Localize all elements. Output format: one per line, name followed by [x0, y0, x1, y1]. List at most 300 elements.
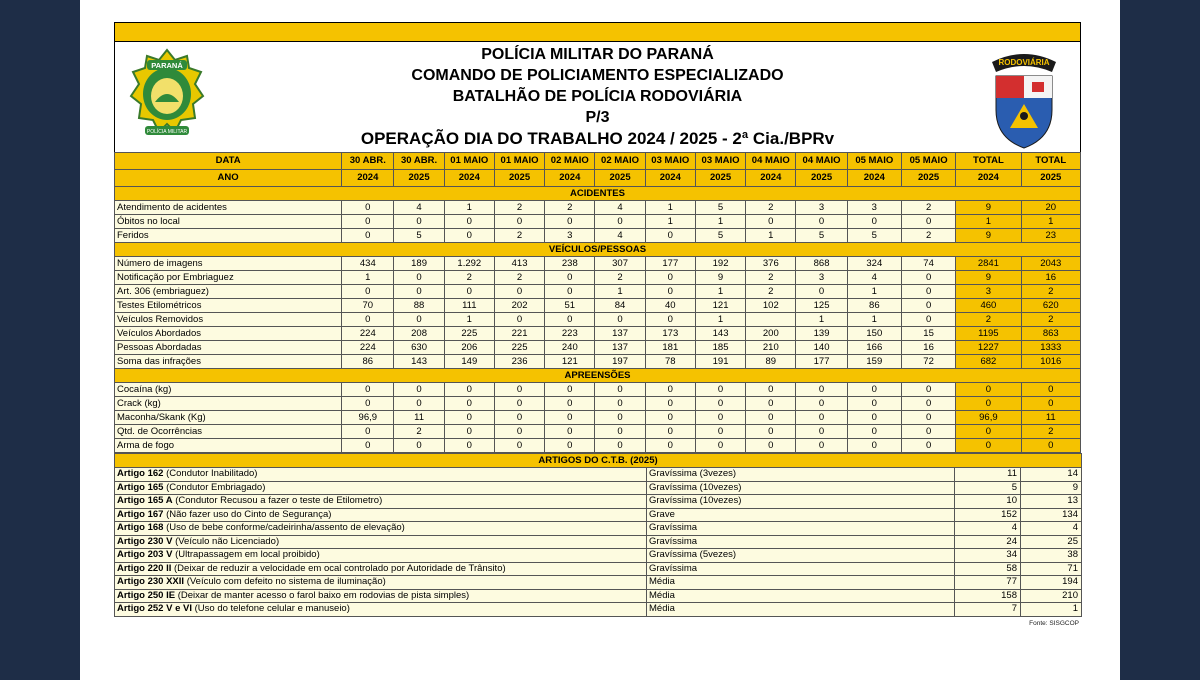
value-cell: 166 [847, 341, 901, 355]
table-row [115, 215, 1081, 229]
artigo-description: (Condutor Embriagado) [166, 481, 266, 493]
total-cell: 9 [956, 201, 1021, 215]
value-cell: 0 [595, 439, 645, 453]
artigo-description: (Uso de bebe conforme/cadeirinha/assento de elevação) [166, 522, 405, 534]
total-cell: 1333 [1021, 341, 1080, 355]
value-cell: 0 [545, 285, 595, 299]
value-cell: 0 [645, 439, 695, 453]
artigo-cell [115, 589, 647, 603]
total-cell: 2 [1021, 285, 1080, 299]
value-cell: 1 [444, 201, 494, 215]
value-cell: 0 [394, 271, 444, 285]
value-cell: 0 [901, 271, 955, 285]
total-cell: 2 [956, 313, 1021, 327]
artigo-2025-cell: 1 [1021, 603, 1082, 617]
value-cell: 0 [645, 271, 695, 285]
year-header-cell: 2025 [1021, 170, 1080, 187]
artigo-2024-cell: 58 [955, 562, 1021, 576]
artigo-description: (Não fazer uso do Cinto de Segurança) [166, 508, 332, 520]
artigo-2025-cell: 71 [1021, 562, 1082, 576]
year-header-cell: 2024 [545, 170, 595, 187]
value-cell: 0 [444, 439, 494, 453]
value-cell: 5 [695, 201, 745, 215]
value-cell: 2 [444, 271, 494, 285]
value-cell: 4 [595, 201, 645, 215]
value-cell: 206 [444, 341, 494, 355]
value-cell: 78 [645, 355, 695, 369]
value-cell: 208 [394, 327, 444, 341]
artigo-number: Artigo 162 [117, 468, 164, 480]
artigo-2025-cell: 4 [1021, 522, 1082, 536]
section-header-row [115, 369, 1081, 383]
date-header-cell: 03 MAIO [645, 153, 695, 170]
row-label: Testes Etilométricos [115, 299, 342, 313]
artigos-header-row [115, 454, 1082, 468]
total-cell: 96,9 [956, 411, 1021, 425]
artigo-number: Artigo 230 V [117, 535, 173, 547]
date-header-cell: 01 MAIO [494, 153, 544, 170]
value-cell: 1 [595, 285, 645, 299]
artigo-description: (Deixar de reduzir a velocidade em ocal controlado por Autoridade de Trânsito) [174, 562, 506, 574]
value-cell: 0 [901, 299, 955, 313]
value-cell: 0 [847, 425, 901, 439]
header-line-4: P/3 [585, 109, 610, 126]
value-cell: 0 [847, 215, 901, 229]
value-cell: 0 [645, 285, 695, 299]
artigo-cell [115, 549, 647, 563]
value-cell: 0 [796, 285, 847, 299]
value-cell: 1.292 [444, 257, 494, 271]
header-line-1: POLÍCIA MILITAR DO PARANÁ [481, 46, 714, 63]
artigo-row [115, 576, 1082, 590]
year-header-cell: 2025 [394, 170, 444, 187]
artigo-row [115, 481, 1082, 495]
total-cell: 2 [1021, 313, 1080, 327]
value-cell: 2 [901, 229, 955, 243]
value-cell: 0 [444, 411, 494, 425]
value-cell: 149 [444, 355, 494, 369]
artigo-cell [115, 481, 647, 495]
artigo-description: (Veículo com defeito no sistema de iluminação) [186, 576, 386, 588]
gravidade-cell: Média [647, 576, 955, 590]
total-cell: 16 [1021, 271, 1080, 285]
value-cell: 2 [595, 271, 645, 285]
date-header-cell: 02 MAIO [595, 153, 645, 170]
value-cell: 0 [695, 411, 745, 425]
value-cell: 0 [796, 439, 847, 453]
value-cell: 0 [394, 383, 444, 397]
value-cell: 324 [847, 257, 901, 271]
gravidade-cell: Grave [647, 508, 955, 522]
value-cell: 0 [746, 397, 796, 411]
artigo-row [115, 562, 1082, 576]
gravidade-cell: Gravíssima [647, 562, 955, 576]
value-cell: 0 [394, 313, 444, 327]
total-cell: 0 [956, 397, 1021, 411]
value-cell: 240 [545, 341, 595, 355]
value-cell: 11 [394, 411, 444, 425]
value-cell: 15 [901, 327, 955, 341]
value-cell: 74 [901, 257, 955, 271]
value-cell: 0 [494, 411, 544, 425]
value-cell: 0 [545, 215, 595, 229]
table-row [115, 285, 1081, 299]
value-cell: 0 [901, 313, 955, 327]
header-line-2: COMANDO DE POLICIAMENTO ESPECIALIZADO [411, 67, 784, 84]
value-cell: 1 [796, 313, 847, 327]
artigo-number: Artigo 252 V e VI [117, 603, 192, 615]
value-cell: 9 [695, 271, 745, 285]
artigo-description: (Uso do telefone celular e manuseio) [194, 603, 350, 615]
row-label: Veículos Abordados [115, 327, 342, 341]
artigo-2025-cell: 210 [1021, 589, 1082, 603]
value-cell: 121 [695, 299, 745, 313]
logo-right-text: RODOVIÁRIA [998, 58, 1050, 67]
value-cell: 0 [342, 425, 394, 439]
value-cell: 2 [494, 201, 544, 215]
value-cell: 0 [342, 215, 394, 229]
artigo-2025-cell: 25 [1021, 535, 1082, 549]
total-cell: 2 [1021, 425, 1080, 439]
source-note: Fonte: SISGCOP [1029, 619, 1079, 627]
total-cell: 1 [1021, 215, 1080, 229]
total-cell: 0 [956, 439, 1021, 453]
total-cell: 620 [1021, 299, 1080, 313]
total-cell: 9 [956, 271, 1021, 285]
value-cell: 224 [342, 341, 394, 355]
total-cell: 0 [956, 425, 1021, 439]
artigo-2025-cell: 38 [1021, 549, 1082, 563]
total-cell: 0 [1021, 397, 1080, 411]
value-cell: 0 [796, 425, 847, 439]
value-cell: 0 [796, 411, 847, 425]
artigo-number: Artigo 168 [117, 522, 164, 534]
row-label: Pessoas Abordadas [115, 341, 342, 355]
gravidade-cell: Gravíssima [647, 535, 955, 549]
total-cell: 1195 [956, 327, 1021, 341]
value-cell: 1 [645, 201, 695, 215]
value-cell: 173 [645, 327, 695, 341]
header-line-3: BATALHÃO DE POLÍCIA RODOVIÁRIA [452, 88, 743, 105]
value-cell: 197 [595, 355, 645, 369]
value-cell: 2 [901, 201, 955, 215]
row-label: Maconha/Skank (Kg) [115, 411, 342, 425]
value-cell: 0 [494, 397, 544, 411]
gravidade-cell: Média [647, 603, 955, 617]
value-cell: 137 [595, 327, 645, 341]
artigo-2025-cell: 14 [1021, 468, 1082, 482]
artigo-number: Artigo 167 [117, 508, 164, 520]
year-header-cell: 2024 [342, 170, 394, 187]
value-cell: 0 [545, 425, 595, 439]
top-yellow-bar [114, 22, 1081, 42]
table-row [115, 201, 1081, 215]
total-cell: 460 [956, 299, 1021, 313]
date-header-cell: 30 ABR. [342, 153, 394, 170]
artigo-number: Artigo 165 [117, 481, 164, 493]
artigo-row [115, 522, 1082, 536]
gravidade-cell: Gravíssima (3vezes) [647, 468, 955, 482]
year-header-cell: 2025 [695, 170, 745, 187]
value-cell: 0 [545, 271, 595, 285]
value-cell: 191 [695, 355, 745, 369]
artigo-2024-cell: 7 [955, 603, 1021, 617]
value-cell: 0 [901, 215, 955, 229]
value-cell: 0 [695, 439, 745, 453]
value-cell: 2 [394, 425, 444, 439]
value-cell: 1 [847, 285, 901, 299]
value-cell: 0 [796, 215, 847, 229]
value-cell: 1 [695, 285, 745, 299]
value-cell: 2 [746, 201, 796, 215]
year-header-cell: 2025 [796, 170, 847, 187]
gravidade-cell: Gravíssima (5vezes) [647, 549, 955, 563]
ano-label-cell: ANO [115, 170, 342, 187]
value-cell: 0 [796, 397, 847, 411]
table-row [115, 383, 1081, 397]
value-cell: 236 [494, 355, 544, 369]
row-label: Cocaína (kg) [115, 383, 342, 397]
value-cell: 0 [595, 313, 645, 327]
value-cell: 2 [545, 201, 595, 215]
year-header-cell: 2024 [847, 170, 901, 187]
value-cell: 0 [545, 411, 595, 425]
value-cell: 86 [847, 299, 901, 313]
value-cell: 192 [695, 257, 745, 271]
total-cell: 1016 [1021, 355, 1080, 369]
value-cell: 0 [342, 313, 394, 327]
artigo-2024-cell: 11 [955, 468, 1021, 482]
value-cell: 225 [494, 341, 544, 355]
value-cell: 0 [901, 285, 955, 299]
table-row [115, 355, 1081, 369]
total-cell: 2841 [956, 257, 1021, 271]
artigo-cell [115, 562, 647, 576]
gravidade-cell: Gravíssima (10vezes) [647, 495, 955, 509]
value-cell: 0 [545, 383, 595, 397]
row-label: Soma das infrações [115, 355, 342, 369]
table-row [115, 271, 1081, 285]
value-cell: 0 [595, 215, 645, 229]
report-sheet [114, 22, 1081, 627]
value-cell: 224 [342, 327, 394, 341]
artigo-cell [115, 576, 647, 590]
section-title: ACIDENTES [115, 187, 1081, 201]
value-cell: 0 [595, 383, 645, 397]
value-cell: 1 [695, 313, 745, 327]
value-cell: 0 [796, 383, 847, 397]
value-cell: 4 [847, 271, 901, 285]
row-label: Arma de fogo [115, 439, 342, 453]
gravidade-cell: Gravíssima [647, 522, 955, 536]
date-header-cell: 04 MAIO [796, 153, 847, 170]
artigo-2025-cell: 134 [1021, 508, 1082, 522]
total-cell: 23 [1021, 229, 1080, 243]
value-cell: 143 [695, 327, 745, 341]
value-cell: 177 [645, 257, 695, 271]
row-label: Notificação por Embriaguez [115, 271, 342, 285]
artigos-table [114, 453, 1082, 617]
value-cell: 86 [342, 355, 394, 369]
header-text-block [115, 42, 1080, 149]
date-header-cell: 04 MAIO [746, 153, 796, 170]
artigo-2024-cell: 77 [955, 576, 1021, 590]
artigos-title: ARTIGOS DO C.T.B. (2025) [115, 454, 1082, 468]
value-cell: 0 [494, 439, 544, 453]
value-cell: 0 [746, 425, 796, 439]
value-cell: 0 [494, 425, 544, 439]
document-page [80, 0, 1120, 680]
value-cell: 0 [545, 439, 595, 453]
value-cell: 1 [746, 229, 796, 243]
report-header [114, 42, 1081, 152]
artigo-cell [115, 522, 647, 536]
value-cell: 221 [494, 327, 544, 341]
parana-coat-of-arms-icon [125, 46, 209, 146]
header-row-ano [115, 170, 1081, 187]
date-header-cell: 03 MAIO [695, 153, 745, 170]
section-title: APREENSÕES [115, 369, 1081, 383]
value-cell: 0 [645, 411, 695, 425]
value-cell: 0 [342, 285, 394, 299]
gravidade-cell: Média [647, 589, 955, 603]
value-cell: 185 [695, 341, 745, 355]
value-cell: 376 [746, 257, 796, 271]
row-label: Art. 306 (embriaguez) [115, 285, 342, 299]
value-cell: 0 [595, 397, 645, 411]
value-cell: 70 [342, 299, 394, 313]
value-cell: 0 [342, 229, 394, 243]
artigo-row [115, 495, 1082, 509]
date-header-cell: 30 ABR. [394, 153, 444, 170]
rodoviaria-badge-icon [984, 46, 1064, 150]
value-cell: 140 [796, 341, 847, 355]
artigo-2024-cell: 152 [955, 508, 1021, 522]
value-cell: 0 [645, 313, 695, 327]
value-cell: 0 [394, 397, 444, 411]
value-cell: 0 [901, 411, 955, 425]
value-cell: 1 [342, 271, 394, 285]
section-header-row [115, 187, 1081, 201]
value-cell: 0 [342, 201, 394, 215]
value-cell: 0 [545, 397, 595, 411]
artigo-cell [115, 535, 647, 549]
value-cell: 5 [695, 229, 745, 243]
value-cell: 630 [394, 341, 444, 355]
value-cell: 0 [847, 397, 901, 411]
value-cell: 0 [901, 397, 955, 411]
value-cell: 121 [545, 355, 595, 369]
artigo-number: Artigo 230 XXII [117, 576, 185, 588]
year-header-cell: 2024 [746, 170, 796, 187]
date-header-cell: 05 MAIO [901, 153, 955, 170]
total-cell: 20 [1021, 201, 1080, 215]
artigo-number: Artigo 250 IE [117, 589, 176, 601]
row-label: Qtd. de Ocorrências [115, 425, 342, 439]
value-cell: 5 [847, 229, 901, 243]
value-cell: 0 [901, 383, 955, 397]
year-header-cell: 2024 [444, 170, 494, 187]
value-cell: 2 [494, 271, 544, 285]
total-cell: 3 [956, 285, 1021, 299]
value-cell: 0 [342, 439, 394, 453]
value-cell: 96,9 [342, 411, 394, 425]
value-cell: 0 [847, 411, 901, 425]
value-cell: 88 [394, 299, 444, 313]
artigo-2024-cell: 10 [955, 495, 1021, 509]
logo-left-bottom-text: POLÍCIA MILITAR [146, 129, 188, 135]
value-cell: 143 [394, 355, 444, 369]
year-header-cell: 2024 [645, 170, 695, 187]
value-cell: 189 [394, 257, 444, 271]
header-row-data [115, 153, 1081, 170]
value-cell: 111 [444, 299, 494, 313]
row-label: Feridos [115, 229, 342, 243]
value-cell: 1 [847, 313, 901, 327]
artigo-description: (Condutor Inabilitado) [166, 468, 258, 480]
value-cell: 307 [595, 257, 645, 271]
section-header-row [115, 243, 1081, 257]
artigo-2024-cell: 34 [955, 549, 1021, 563]
year-header-cell: 2025 [595, 170, 645, 187]
value-cell: 0 [746, 383, 796, 397]
value-cell: 0 [394, 439, 444, 453]
value-cell: 0 [901, 439, 955, 453]
value-cell: 0 [595, 411, 645, 425]
value-cell: 0 [695, 383, 745, 397]
artigo-number: Artigo 203 V [117, 549, 173, 561]
value-cell: 223 [545, 327, 595, 341]
artigo-2024-cell: 158 [955, 589, 1021, 603]
value-cell: 0 [494, 215, 544, 229]
total-cell: 11 [1021, 411, 1080, 425]
row-label: Veículos Removidos [115, 313, 342, 327]
total-cell: 1 [956, 215, 1021, 229]
artigo-2025-cell: 194 [1021, 576, 1082, 590]
artigo-row [115, 508, 1082, 522]
total-cell: 0 [956, 383, 1021, 397]
value-cell: 181 [645, 341, 695, 355]
date-header-cell: TOTAL [956, 153, 1021, 170]
value-cell: 5 [394, 229, 444, 243]
row-label: Atendimento de acidentes [115, 201, 342, 215]
year-header-cell: 2025 [494, 170, 544, 187]
date-header-cell: 01 MAIO [444, 153, 494, 170]
value-cell: 0 [545, 313, 595, 327]
date-header-cell: 05 MAIO [847, 153, 901, 170]
value-cell: 0 [342, 383, 394, 397]
table-row [115, 299, 1081, 313]
artigo-2024-cell: 4 [955, 522, 1021, 536]
statistics-table [114, 152, 1081, 453]
value-cell: 202 [494, 299, 544, 313]
value-cell: 434 [342, 257, 394, 271]
value-cell: 0 [746, 215, 796, 229]
artigo-cell [115, 495, 647, 509]
value-cell: 0 [847, 439, 901, 453]
value-cell: 3 [545, 229, 595, 243]
table-row [115, 425, 1081, 439]
data-label-cell: DATA [115, 153, 342, 170]
value-cell: 125 [796, 299, 847, 313]
row-label: Óbitos no local [115, 215, 342, 229]
artigo-number: Artigo 165 A [117, 495, 173, 507]
value-cell: 0 [645, 425, 695, 439]
artigo-2025-cell: 9 [1021, 481, 1082, 495]
total-cell: 863 [1021, 327, 1080, 341]
value-cell: 16 [901, 341, 955, 355]
artigo-description: (Veículo não Licenciado) [175, 535, 280, 547]
